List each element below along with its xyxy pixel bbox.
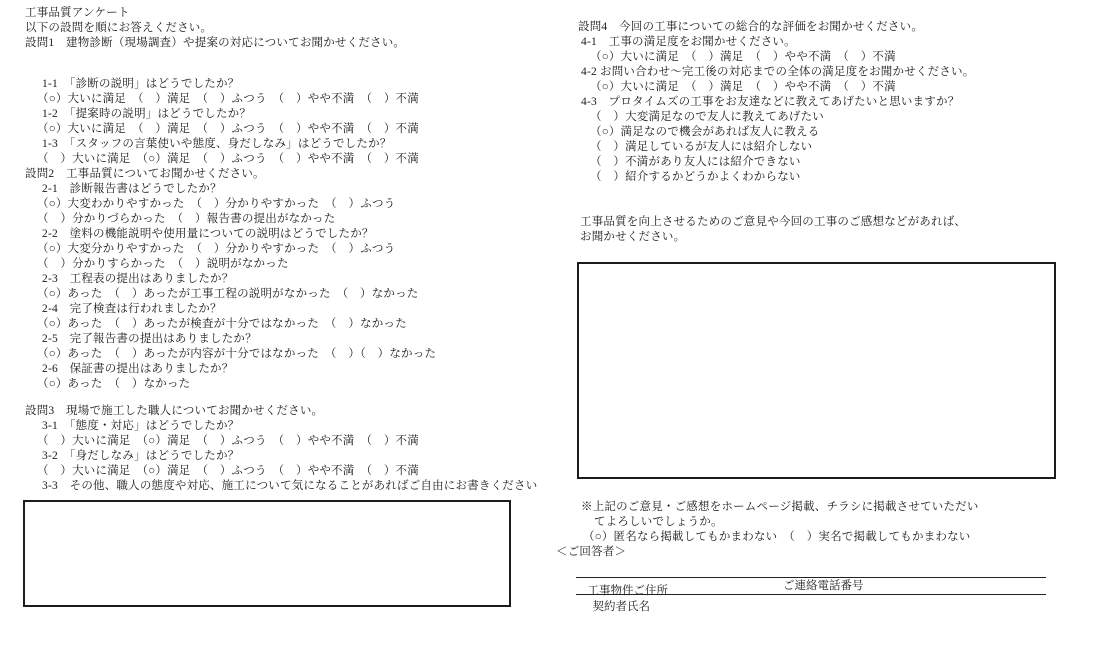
question-1-3-options[interactable]: （ ）大いに満足 （○）満足 （ ）ふつう （ ）やや不満 （ ）不満 (37, 153, 419, 165)
spacer (578, 185, 1088, 215)
contract-name-label: 契約者氏名 (592, 601, 650, 613)
contract-name-input-area[interactable] (650, 594, 710, 610)
question-2-3-label: 2-3 工程表の提出はありましたか？ (42, 273, 234, 285)
question-1-2-label: 1-2 「提案時の説明」はどうでしたか？ (42, 108, 252, 120)
publish-note-line1: ※上記のご意見・ご感想をホームページ掲載、チラシに掲載させていただい (581, 501, 979, 513)
question-1-3-label: 1-3 「スタッフの言葉使いや態度、身だしなみ」はどうでしたか？ (42, 138, 392, 150)
phone-label: ご連絡電話番号 (783, 580, 864, 592)
section2-heading: 設問2 工事品質についてお聞かせください。 (25, 168, 265, 180)
question-2-2-label: 2-2 塗料の機能説明や使用量についての説明はどうでしたか？ (42, 228, 374, 240)
question-2-1-options-line2[interactable]: （ ）分かりづらかった （ ）報告書の提出がなかった (37, 213, 336, 225)
publish-note-line2: てよろしいでしょうか。 (594, 516, 723, 528)
section3-heading: 設問3 現場で施工した職人についてお聞かせください。 (25, 405, 324, 417)
question-4-3-option-1[interactable]: （ ）大変満足なので友人に教えてあげたい (590, 111, 824, 123)
section4-heading: 設問4 今回の工事についての総合的な評価をお聞かせください。 (578, 21, 924, 33)
question-4-2-options[interactable]: （○）大いに満足 （ ）満足 （ ）やや不満 （ ）不満 (590, 81, 896, 93)
feedback-prompt-line1: 工事品質を向上させるためのご意見や今回の工事のご感想などがあれば、 (580, 216, 967, 228)
question-2-6-label: 2-6 保証書の提出はありましたか？ (42, 363, 234, 375)
question-1-1-options[interactable]: （○）大いに満足 （ ）満足 （ ）ふつう （ ）やや不満 （ ）不満 (37, 93, 419, 105)
question-2-4-label: 2-4 完了検査は行われましたか？ (42, 303, 222, 315)
question-4-3-option-2[interactable]: （○）満足なので機会があれば友人に教える (590, 126, 820, 138)
question-3-1-label: 3-1 「態度・対応」はどうでしたか？ (42, 420, 240, 432)
question-1-1-label: 1-1 「診断の説明」はどうでしたか？ (42, 78, 240, 90)
question-2-5-options[interactable]: （○）あった （ ）あったが内容が十分ではなかった （ ）（ ）なかった (37, 348, 437, 360)
left-column (25, 6, 555, 607)
question-4-3-option-5[interactable]: （ ）紹介するかどうかよくわからない (590, 171, 801, 183)
question-3-3-label: 3-3 その他、職人の態度や対応、施工について気になることがあればご自由にお書きください (42, 480, 538, 492)
question-2-2-options-line1[interactable]: （○）大変分かりやすかった （ ）分かりやすかった （ ）ふつう (37, 243, 396, 255)
form-intro: 以下の設問を順にお答えください。 (25, 22, 213, 34)
question-2-4-options[interactable]: （○）あった （ ）あったが検査が十分ではなかった （ ）なかった (37, 318, 407, 330)
name-phone-row[interactable] (576, 578, 1046, 613)
spacer (25, 392, 555, 404)
form-title: 工事品質アンケート (25, 7, 130, 19)
question-2-2-options-line2[interactable]: （ ）分かりすらかった （ ）説明がなかった (37, 258, 289, 270)
spacer (25, 51, 555, 77)
question-3-2-options[interactable]: （ ）大いに満足 （○）満足 （ ）ふつう （ ）やや不満 （ ）不満 (37, 465, 419, 477)
question-4-3-option-4[interactable]: （ ）不満があり友人には紹介できない (590, 156, 801, 168)
feedback-comment-box[interactable] (577, 262, 1056, 479)
question-4-1-options[interactable]: （○）大いに満足 （ ）満足 （ ）やや不満 （ ）不満 (590, 51, 896, 63)
question-3-1-options[interactable]: （ ）大いに満足 （○）満足 （ ）ふつう （ ）やや不満 （ ）不満 (37, 435, 419, 447)
comment-box-3-3[interactable] (23, 500, 511, 607)
right-column (556, 20, 1088, 613)
question-1-2-options[interactable]: （○）大いに満足 （ ）満足 （ ）ふつう （ ）やや不満 （ ）不満 (37, 123, 419, 135)
question-4-3-option-3[interactable]: （ ）満足しているが友人には紹介しない (590, 141, 813, 153)
question-4-3-label: 4-3 プロタイムズの工事をお友達などに教えてあげたいと思いますか？ (581, 96, 960, 108)
question-4-2-label: 4-2 お問い合わせ～完工後の対応までの全体の満足度をお聞かせください。 (581, 66, 975, 78)
feedback-prompt-line2: お聞かせください。 (580, 231, 686, 243)
question-4-1-label: 4-1 工事の満足度をお聞かせください。 (581, 36, 796, 48)
question-2-3-options[interactable]: （○）あった （ ）あったが工事工程の説明がなかった （ ）なかった (37, 288, 419, 300)
question-2-1-options-line1[interactable]: （○）大変わかりやすかった （ ）分かりやすかった （ ）ふつう (37, 198, 396, 210)
respondent-heading: ＜ご回答者＞ (556, 546, 627, 558)
question-2-1-label: 2-1 診断報告書はどうでしたか？ (42, 183, 222, 195)
publish-options[interactable]: （○）匿名なら掲載してもかまわない （ ）実名で掲載してもかまわない (583, 531, 971, 543)
section1-heading: 設問1 建物診断（現場調査）や提案の対応についてお聞かせください。 (25, 37, 406, 49)
question-2-5-label: 2-5 完了報告書の提出はありましたか？ (42, 333, 257, 345)
address-label: 工事物件ご住所 (587, 585, 668, 597)
question-2-6-options[interactable]: （○）あった （ ）なかった (37, 378, 191, 390)
question-3-2-label: 3-2 「身だしなみ」はどうでしたか？ (42, 450, 240, 462)
